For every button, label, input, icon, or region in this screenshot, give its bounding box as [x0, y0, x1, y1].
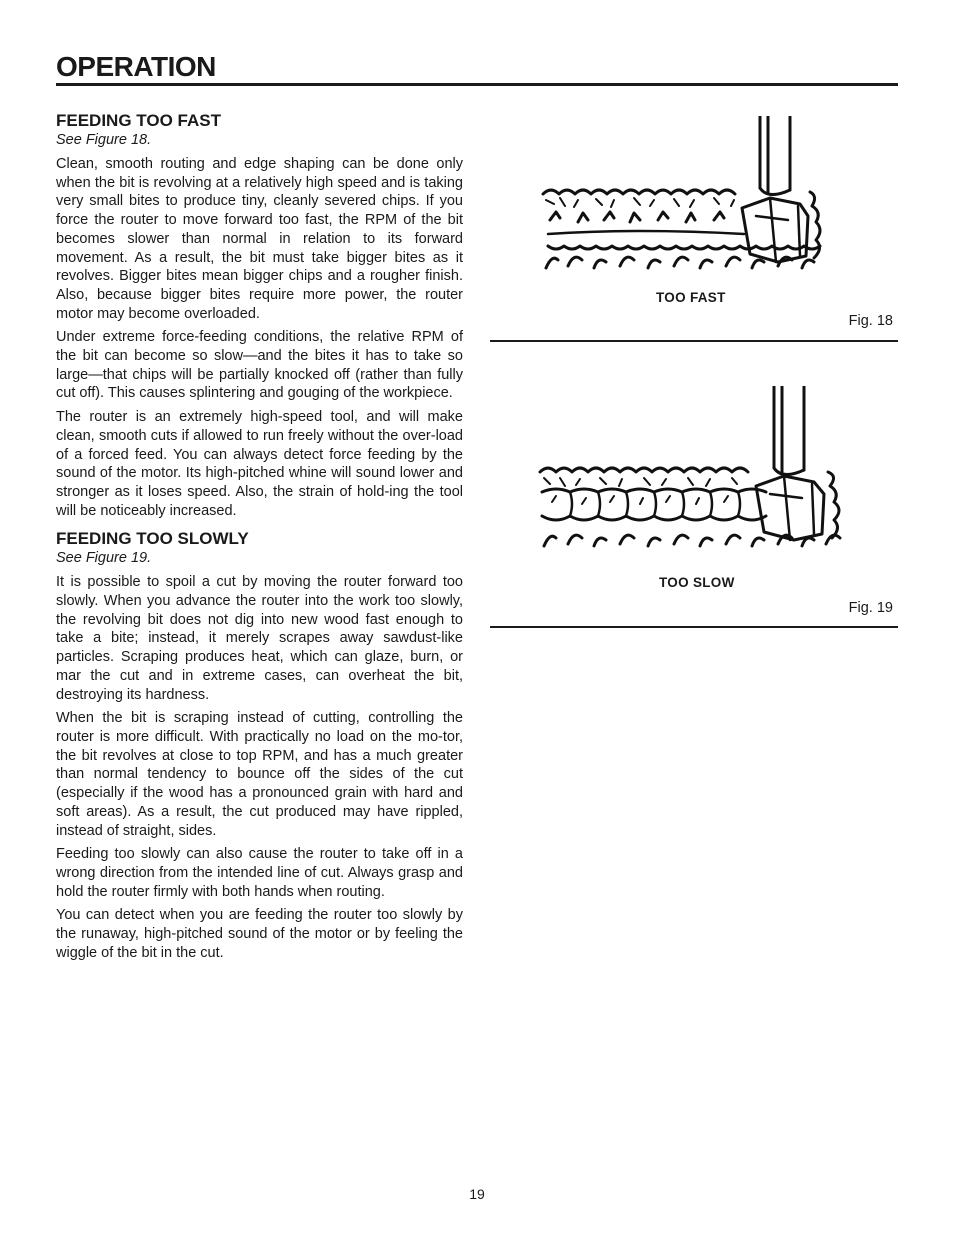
paragraph: Feeding too slowly can also cause the router to take off in a wrong direction from the intended line of cut. Always grasp and hold the router firmly with both hands when routing.: [56, 846, 463, 900]
figure-18: [490, 110, 898, 342]
figure-19-divider: [490, 626, 898, 628]
figure-18-divider: [490, 340, 898, 342]
paragraph: Under extreme force-feeding conditions, the relative RPM of the bit can become so slow—and the bites it has to take so large—that chips will be partially knocked off (rather than fully cut off). This causes splintering and gouging of the workpiece.: [56, 329, 463, 402]
section-heading-too-fast: FEEDING TOO FAST: [56, 111, 221, 130]
paragraph: The router is an extremely high-speed tool, and will make clean, smooth cuts if allowed to run freely without the over-load of a forced feed. You can always detect force feeding by the sound of the motor. Its high-pitched whine will sound lower and stronger as it loses speed. Also, the strain of hold-ing the tool will be noticeably increased.: [56, 409, 463, 519]
figure-18-number: Fig. 18: [848, 313, 893, 329]
section-heading-too-slowly: FEEDING TOO SLOWLY: [56, 529, 249, 549]
see-figure-19: See Figure 19.: [56, 550, 152, 567]
paragraph: You can detect when you are feeding the router too slowly by the runaway, high-pitched sound of the motor or by feeling the wiggle of the bit in the cut.: [56, 907, 463, 961]
see-figure-18: See Figure 18.: [56, 132, 152, 148]
figure-19-number: Fig. 19: [848, 600, 893, 616]
page-number: 19: [469, 1186, 485, 1202]
router-bit-too-slow-illustration: [536, 386, 852, 554]
router-bit-too-fast-illustration: [538, 116, 838, 276]
paragraph: It is possible to spoil a cut by moving the router forward too slowly. When you advance the router into the work too slowly, the revolving bit does not dig into new wood fast enough to take a bite; instead, it merely scrapes away sawdust-like particles. Scraping produces heat, which can glaze, burn, or mar the cut and in extreme cases, can overheat the bit, destroying its hardness.: [56, 574, 463, 703]
paragraph: Clean, smooth routing and edge shaping can be done only when the bit is revolving at a relatively high speed and is taking very small bites to produce tiny, cleanly severed chips. If you force the router to move forward too fast, the RPM of the bit becomes slower than normal in relation to its forward movement. As a result, the bit must take bigger bites as it revolves. Bigger bites mean bigger chips and a rougher finish. Also, because bigger bites require more power, the router motor may become overloaded.: [56, 156, 463, 322]
page-title: OPERATION: [56, 51, 216, 82]
figure-19: [490, 380, 898, 628]
figure-19-caption: TOO SLOW: [659, 575, 735, 590]
title-divider: [56, 83, 898, 86]
paragraph: When the bit is scraping instead of cutting, controlling the router is more difficult. With practically no load on the mo-tor, the bit revolves at close to top RPM, and has a much greater than normal tendency to bounce off the sides of the cut (especially if the wood has a pronounced grain with hard and soft areas). As a result, the cut produced may have rippled, instead of straight, sides.: [56, 710, 463, 839]
text-column: [56, 111, 463, 967]
figure-18-caption: TOO FAST: [656, 290, 726, 305]
